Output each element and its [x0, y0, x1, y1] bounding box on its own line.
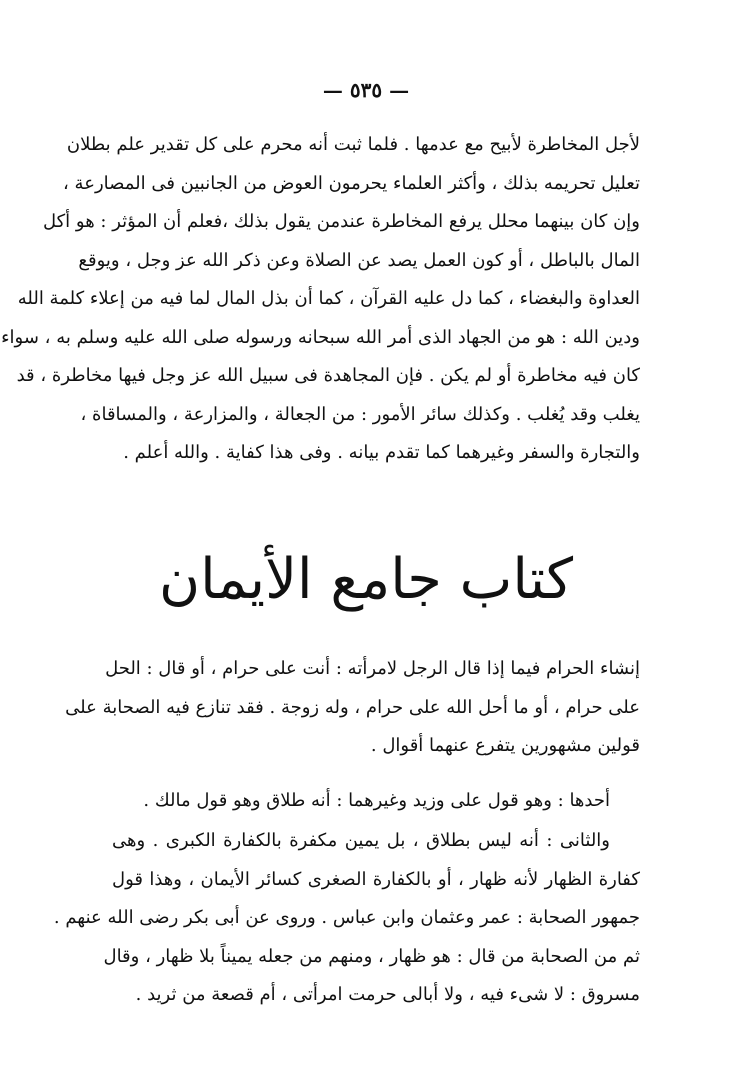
text-line: قولين مشهورين يتفرع عنهما أقوال . — [370, 735, 640, 756]
text-line: ودين الله : هو من الجهاد الذى أمر الله سبحانه ورسوله صلى الله عليه وسلم به ، سواء — [1, 326, 640, 348]
paragraph-second-opinion — [53, 822, 640, 1015]
text-line: والتجارة والسفر وغيرهما كما تقدم بيانه . وفى هذا كفاية . والله أعلم . — [123, 442, 640, 463]
text-line: على حرام ، أو ما أحل الله على حرام ، وله زوجة . فقد تنازع فيه الصحابة على — [65, 696, 640, 718]
text-line: تعليل تحريمه بذلك ، وأكثر العلماء يحرمون العوض من الجانبين فى المصارعة ، — [63, 172, 640, 194]
text-line: وإن كان بينهما محلل يرفع المخاطرة عندمن يقول بذلك ،فعلم أن المؤثر : هو أكل — [42, 211, 640, 232]
text-line: العداوة والبغضاء ، كما دل عليه القرآن ، كما أن بذل المال لما فيه من إعلاء كلمة الله — [17, 288, 640, 309]
text-line: والثانى : أنه ليس بطلاق ، بل يمين مكفرة بالكفارة الكبرى . وهى — [112, 830, 610, 851]
text-line: يغلب وقد يُغلب . وكذلك سائر الأمور : من الجعالة ، والمزارعة ، والمساقاة ، — [80, 403, 640, 425]
paragraph-gambling-ruling — [1, 126, 640, 473]
text-line: المال بالباطل ، أو كون العمل يصد عن الصلاة وعن ذكر الله عز وجل ، ويوقع — [78, 249, 640, 271]
text-line: إنشاء الحرام فيما إذا قال الرجل لامرأته : أنت على حرام ، أو قال : الحل — [105, 658, 640, 679]
text-line: كفارة الظهار لأنه ظهار ، أو بالكفارة الصغرى كسائر الأيمان ، وهذا قول — [112, 868, 640, 890]
text-line: أحدها : وهو قول على وزيد وغيرهما : أنه طلاق وهو قول مالك . — [143, 790, 610, 811]
text-line: مسروق : لا شىء فيه ، ولا أبالى حرمت امرأتى ، أم قصعة من ثريد . — [135, 984, 640, 1005]
text-line: جمهور الصحابة : عمر وعثمان وابن عباس . وروى عن أبى بكر رضى الله عنهم . — [53, 907, 640, 928]
chapter-title: كتاب جامع الأيمان — [158, 547, 574, 612]
text-line: ثم من الصحابة من قال : هو ظهار ، ومنهم من جعله يميناً بلا ظهار ، وقال — [103, 945, 640, 967]
paragraph-first-opinion — [112, 782, 640, 821]
page-number: — ٥٣٥ — — [322, 78, 410, 102]
paragraph-intro — [65, 650, 640, 766]
text-line: كان فيه مخاطرة أو لم يكن . فإن المجاهدة فى سبيل الله عز وجل فيها مخاطرة ، قد — [16, 365, 640, 386]
text-line: لأجل المخاطرة لأبيح مع عدمها . فلما ثبت أنه محرم على كل تقدير علم بطلان — [66, 134, 640, 155]
